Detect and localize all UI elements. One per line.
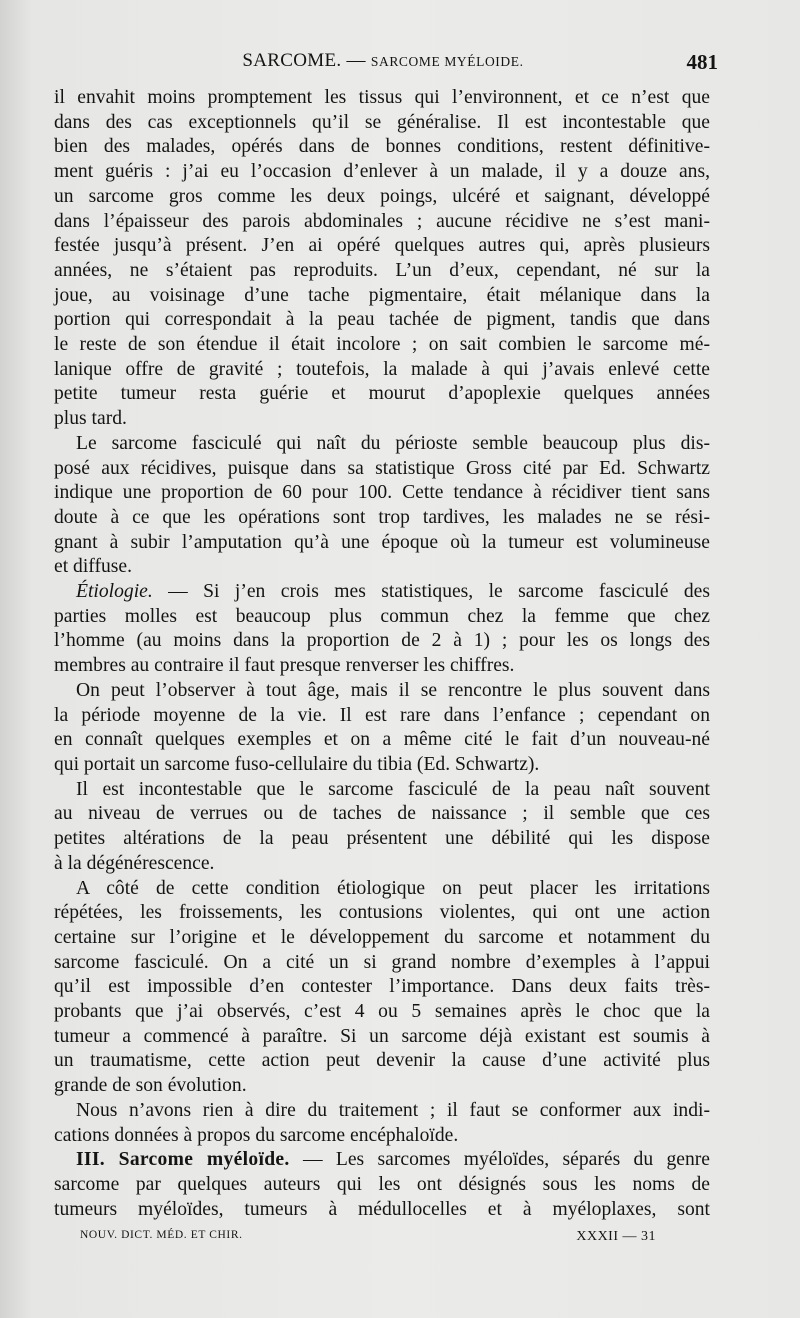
text-line: le reste de son étendue il était incolore ; on sait combien le sarcome mé- [54, 334, 710, 356]
text-line: au niveau de verrues ou de taches de naissance ; il semble que ces [54, 803, 710, 825]
paragraph [54, 679, 710, 778]
text-line: un sarcome gros comme les deux poings, ulcéré et saignant, développé [54, 185, 710, 207]
paragraph [54, 432, 710, 580]
text-line: posé aux récidives, puisque dans sa statistique Gross cité par Ed. Schwartz [54, 457, 710, 479]
text-line: Le sarcome fasciculé qui naît du périoste semble beaucoup plus dis- [76, 432, 710, 454]
text-line: l’homme (au moins dans la proportion de 2 à 1) ; pour les os longs des [54, 630, 710, 652]
text-line: grande de son évolution. [54, 1075, 247, 1097]
text-line: lanique offre de gravité ; toutefois, la malade à qui j’avais enlevé cette [54, 358, 710, 380]
text-line: en connaît quelques exemples et on a même cité le fait d’un nouveau-né [54, 729, 710, 751]
text-line: cations données à propos du sarcome encéphaloïde. [54, 1124, 459, 1146]
text-line: portion qui correspondait à la peau tachée de pigment, tandis que dans [54, 309, 710, 331]
text-line: gnant à subir l’amputation qu’à une époque où la tumeur est volumineuse [54, 531, 710, 553]
text-line: joue, au voisinage d’une tache pigmentaire, était mélanique dans la [54, 284, 710, 306]
text-line: et diffuse. [54, 556, 132, 578]
page-header [52, 50, 718, 76]
paragraph [54, 86, 710, 432]
text-line: membres au contraire il faut presque renverser les chiffres. [54, 655, 515, 677]
text-line: plus tard. [54, 408, 127, 430]
text-line: sarcome fasciculé. On a cité un si grand nombre d’exemples à l’appui [54, 951, 710, 973]
paragraph [54, 778, 710, 877]
paragraph [54, 1099, 710, 1148]
text-line: tumeur a commencé à paraître. Si un sarcome déjà existant est soumis à [54, 1025, 710, 1047]
paragraph [54, 1148, 710, 1222]
running-head-title: SARCOME. [242, 50, 342, 71]
text-line: On peut l’observer à tout âge, mais il se rencontre le plus souvent dans [76, 679, 710, 701]
section-heading-etiologie: Étiologie. [76, 581, 153, 603]
running-head [52, 50, 714, 72]
text-line: un traumatisme, cette action peut devenir la cause d’une activité plus [54, 1050, 710, 1072]
text-line: probants que j’ai observés, c’est 4 ou 5 semaines après le choc que la [54, 1001, 710, 1023]
text-line: sarcome par quelques auteurs qui les ont désignés sous les noms de [54, 1173, 710, 1195]
line-text: — Les sarcomes myéloïdes, séparés du genre [289, 1149, 710, 1171]
footer-volume: XXXII — 31 [576, 1229, 656, 1244]
text-line: bien des malades, opérés dans de bonnes conditions, restent définitive- [54, 136, 710, 158]
text-line: qui portait un sarcome fuso-cellulaire du tibia (Ed. Schwartz). [54, 753, 540, 775]
text-line: dans des cas exceptionnels qu’il se généralise. Il est incontestable que [54, 111, 710, 133]
running-head-dash: — [346, 50, 366, 71]
text-line [54, 1148, 710, 1173]
text-line: la période moyenne de la vie. Il est rare dans l’enfance ; cependant on [54, 704, 710, 726]
body-text [54, 86, 710, 1222]
text-line: ment guéris : j’ai eu l’occasion d’enlever à un malade, il y a douze ans, [54, 161, 710, 183]
text-line: Nous n’avons rien à dire du traitement ; il faut se conformer aux indi- [76, 1099, 710, 1121]
footer-signature: NOUV. DICT. MÉD. ET CHIR. [80, 1229, 243, 1241]
paragraph [54, 877, 710, 1099]
text-line: Il est incontestable que le sarcome fasciculé de la peau naît souvent [76, 778, 710, 800]
paragraph [54, 580, 710, 679]
text-line: répétées, les froissements, les contusions violentes, qui ont une action [54, 902, 710, 924]
text-line: A côté de cette condition étiologique on peut placer les irritations [76, 877, 710, 899]
text-line: années, ne s’étaient pas reproduits. L’un d’eux, cependant, né sur la [54, 259, 710, 281]
running-head-subtitle: SARCOME MYÉLOIDE. [370, 54, 524, 69]
text-line: dans l’épaisseur des parois abdominales ; aucune récidive ne s’est mani- [54, 210, 710, 232]
text-line: petite tumeur resta guérie et mourut d’apoplexie quelques années [54, 383, 710, 405]
line-text: — Si j’en crois mes statistiques, le sarcome fasciculé des [152, 581, 710, 603]
text-line: indique une proportion de 60 pour 100. Cette tendance à récidiver tient sans [54, 482, 710, 504]
text-line: tumeurs myéloïdes, tumeurs à médullocelles et à myéloplaxes, sont [54, 1198, 710, 1220]
text-line: petites altérations de la peau présentent une débilité qui les dispose [54, 828, 710, 850]
section-heading-sarcome-myeloide: III. Sarcome myéloïde. [76, 1149, 290, 1171]
page-footer [80, 1229, 656, 1247]
text-line: parties molles est beaucoup plus commun chez la femme que chez [54, 605, 710, 627]
text-line: il envahit moins promptement les tissus qui l’environnent, et ce n’est que [54, 87, 710, 108]
text-line: certaine sur l’origine et le développement du sarcome et notamment du [54, 926, 710, 948]
text-line [54, 580, 710, 605]
text-line: qu’il est impossible d’en contester l’importance. Dans deux faits très- [54, 976, 710, 998]
text-line: doute à ce que les opérations sont trop tardives, les malades ne se rési- [54, 506, 710, 528]
text-line: festée jusqu’à présent. J’en ai opéré quelques autres qui, après plusieurs [54, 235, 710, 257]
page-number: 481 [686, 50, 718, 74]
text-line: à la dégénérescence. [54, 852, 215, 874]
